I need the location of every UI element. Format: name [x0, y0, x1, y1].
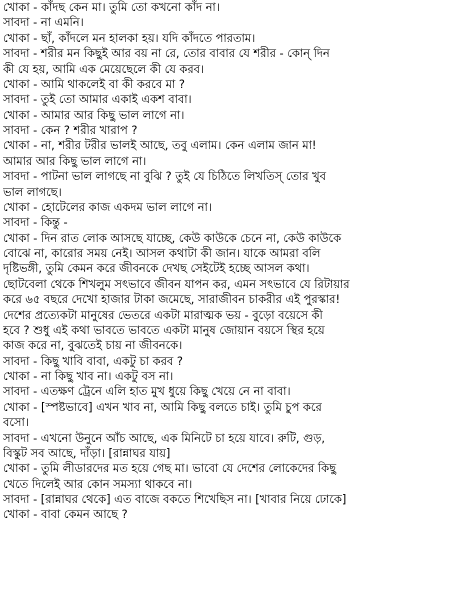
dialogue-line: বিস্কুট সব আছে, দাঁড়া। [রান্নাঘর যায়] [3, 445, 171, 460]
dialogue-line: কাজ করে না, বুঝতেই চায় না জীবনকে। [3, 338, 183, 353]
dialogue-line: আমার আর কিছু ভাল লাগে না। [3, 153, 147, 168]
dialogue-line: দেশের প্রত্যেকটা মানুষের ভেতরে একটা মারাত্মক ভয় - বুড়ো বয়েসে কী [3, 307, 323, 322]
dialogue-line: খোকা - হোটেলের কাজ একদম ভাল লাগে না। [3, 199, 212, 214]
dialogue-line: খোকা - ছাঁ, কাঁদলে মন হালকা হয়। যদি কাঁদতে পারতাম। [3, 30, 256, 45]
dialogue-line: খোকা - না কিছু খাব না। একটু বস না। [3, 369, 174, 383]
dialogue-line: খোকা - [স্পষ্টভাবে] এখন খাব না, আমি কিছু বলতে চাই। তুমি চুপ করে [3, 399, 322, 414]
dialogue-line: কী যে হয়, আমি এক মেয়েছেলে কী যে করব। [3, 61, 205, 76]
dialogue-line: ছোটবেলা থেকে শিখলুম সৎভাবে জীবন যাপন কর, এমন সৎভাবে যে রিটায়ার [3, 276, 350, 291]
dialogue-line: সাবদা - এতক্ষণ ট্রেনে এলি হাত মুখ ধুয়ে কিছু খেয়ে নে না বাবা। [3, 384, 291, 399]
dialogue-line: খোকা - না, শরীর টরীর ভালই আছে, তবু এলাম। কেন এলাম জান মা! [3, 138, 317, 153]
dialogue-line: খেতে দিলেই আর কোন সমস্যা থাকবে না। [3, 476, 193, 491]
dialogue-line: সাবদা - তুই তো আমার একাই একশ বাবা। [3, 92, 192, 107]
dialogue-line: দৃষ্টিভঙ্গী, তুমি কেমন করে জীবনকে দেখছ সেইটেই হচ্ছে আসল কথা। [3, 261, 310, 276]
dialogue-line: ভাল লাগছে। [3, 184, 62, 199]
dialogue-line: সাবদা - কিছু খাবি বাবা, একটু চা করব ? [3, 353, 183, 368]
dialogue-line: খোকা - তুমি লীডারদের মত হয়ে গেছ মা। ভাবো যে দেশের লোকেদের কিছু [3, 461, 337, 476]
dialogue-line: খোকা - বাবা কেমন আছে ? [3, 507, 128, 522]
dialogue-line: হবে ? শুধু এই কথা ভাবতে ভাবতে একটা মানুষ জোয়ান বয়সে স্থির হয়ে [3, 322, 325, 337]
dialogue-line: করে ৬৫ বছরে দেখো হাজার টাকা জমেছে, সারাজীবন চাকরীর এই পুরস্কার! [3, 292, 341, 307]
dialogue-line: খোকা - আমার আর কিছু ভাল লাগে না। [3, 107, 185, 122]
dialogue-line: সাবদা - কেন ? শরীর খারাপ ? [3, 123, 138, 137]
dialogue-line: খোকা - কাঁদছ কেন মা। তুমি তো কখনো কাঁদ না। [3, 0, 220, 14]
dialogue-line: খোকা - আমি থাকলেই বা কী করবে মা ? [3, 76, 185, 91]
dialogue-line: সাবদা - পাটনা ভাল লাগছে না বুঝি ? তুই যে চিঠিতে লিখতিস্ তোর খুব [3, 169, 327, 184]
dialogue-line: খোকা - দিন রাত লোক আসছে যাচ্ছে, কেউ কাউকে চেনে না, কেউ কাউকে [3, 230, 342, 245]
dialogue-line: সাবদা - না এমনি। [3, 15, 84, 30]
dialogue-line: সাবদা - শরীর মন কিছুই আর বয় না রে, তোর বাবার যে শরীর - কোন্ দিন [3, 46, 330, 61]
dialogue-line: সাবদা - এখনো উনুনে আঁচ আছে, এক মিনিটে চা হয়ে যাবে। রুটি, গুড়, [3, 430, 326, 445]
dialogue-line: সাবদা - কিন্তু - [3, 215, 68, 230]
dialogue-line: বোঝে না, কারোর সময় নেই। আসল কথাটা কী জান। যাকে আমরা বলি [3, 246, 321, 260]
dialogue-line: বসো। [3, 415, 29, 430]
dialogue-line: সাবদা - [রান্নাঘর থেকে] এত বাজে বকতে শিখেছিস না। [খাবার নিয়ে ঢোকে] [3, 492, 347, 506]
